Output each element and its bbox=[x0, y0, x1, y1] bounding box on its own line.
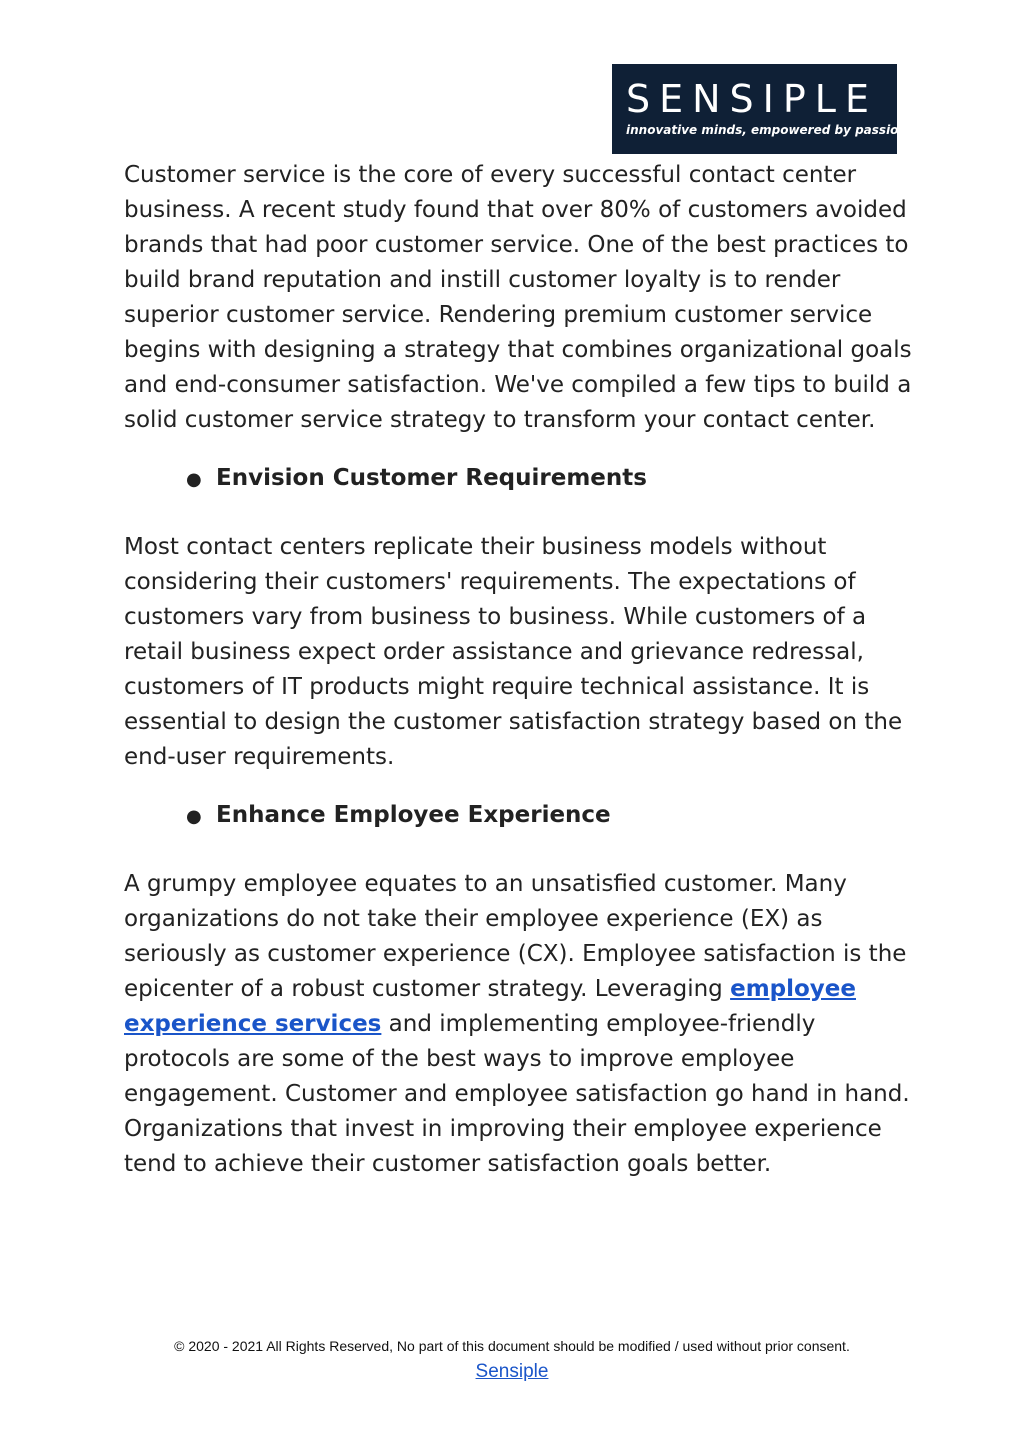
logo-wordmark: SENSIPLE bbox=[626, 77, 878, 121]
document-body bbox=[124, 158, 914, 1182]
section-heading-text: Enhance Employee Experience bbox=[216, 802, 611, 828]
section-heading-employee-experience bbox=[124, 798, 914, 834]
section-heading-customer-requirements bbox=[124, 461, 914, 497]
customer-requirements-paragraph: Most contact centers replicate their business models without considering their customers' requirements. The expectations of customers vary from business to business. While customers of a retail business expect order assistance and grievance redressal, customers of IT products might require technical assistance. It is essential to design the customer satisfaction strategy based on the end-user requirements. bbox=[124, 534, 903, 770]
intro-paragraph: Customer service is the core of every successful contact center business. A recent study found that over 80% of customers avoided brands that had poor customer service. One of the best practices to build brand reputation and instill customer loyalty is to render superior customer service. Rendering premium customer service begins with designing a strategy that combines organizational goals and end-consumer satisfaction. We've compiled a few tips to build a solid customer service strategy to transform your contact center. bbox=[124, 162, 912, 433]
sensiple-logo bbox=[612, 64, 907, 154]
page-footer bbox=[0, 1336, 1024, 1384]
sensiple-footer-link[interactable]: Sensiple bbox=[475, 1361, 549, 1382]
bullet-icon: ● bbox=[186, 806, 202, 827]
bullet-icon: ● bbox=[186, 469, 202, 490]
employee-experience-services-link[interactable]: employee experience services bbox=[124, 976, 856, 1037]
section-heading-text: Envision Customer Requirements bbox=[216, 465, 647, 491]
employee-experience-paragraph bbox=[124, 867, 914, 1182]
paragraph-text-after-link: and implementing employee-friendly protocols are some of the best ways to improve employee engagement. Customer and employee satisfaction go hand in hand. Organizations that invest in improving their employee experience tend to achieve their customer satisfaction goals better. bbox=[124, 1011, 910, 1177]
paragraph-text-before-link: A grumpy employee equates to an unsatisfied customer. Many organizations do not take their employee experience (EX) as seriously as customer experience (CX). Employee satisfaction is the epicenter of a robust customer strategy. Leveraging bbox=[124, 871, 907, 1002]
copyright-notice: © 2020 - 2021 All Rights Reserved, No part of this document should be modified / used without prior consent. bbox=[174, 1338, 850, 1354]
logo-tagline: innovative minds, empowered by passion bbox=[626, 123, 907, 137]
